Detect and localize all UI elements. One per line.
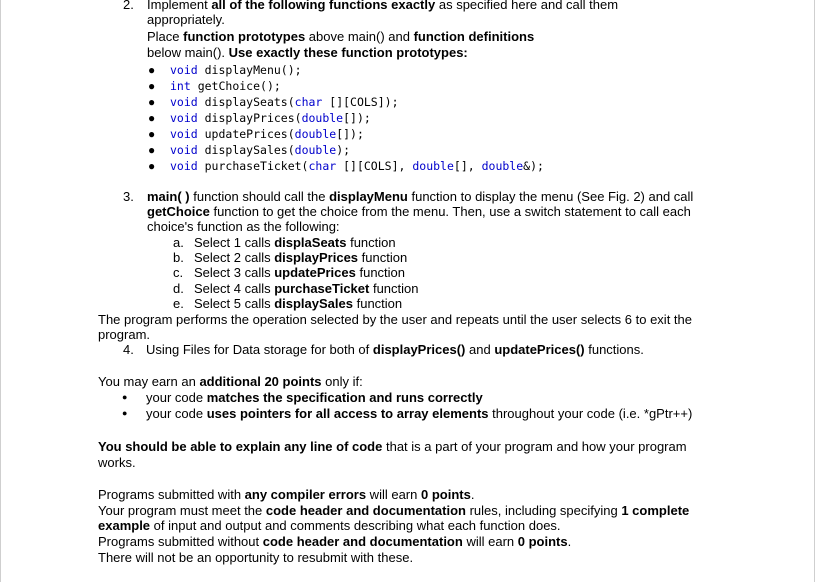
list-item: Select 1 calls displaSeats function (194, 235, 396, 250)
bullet-icon: ● (148, 111, 156, 125)
list-marker: c. (173, 265, 184, 280)
prototype-displayMenu: void displayMenu(); (170, 63, 302, 77)
section-4-number: 4. (123, 342, 134, 357)
bullet-icon: ● (148, 95, 156, 109)
explain-line-1: You should be able to explain any line of code that is a part of your program and how your program (98, 439, 687, 454)
section-3-after-2: program. (98, 327, 151, 342)
bullet-icon: ● (122, 408, 128, 418)
list-item: Select 3 calls updatePrices function (194, 265, 406, 280)
bonus-item-1: your code matches the specification and runs correctly (146, 390, 483, 405)
list-item: Select 4 calls purchaseTicket function (194, 281, 419, 296)
page-left-border (0, 0, 1, 582)
prototype-displaySeats: void displaySeats(char [][COLS]); (170, 95, 399, 109)
bullet-icon: ● (148, 79, 156, 93)
prototype-purchaseTicket: void purchaseTicket(char [][COLS], double[], double&); (170, 159, 544, 173)
prototype-updatePrices: void updatePrices(double[]); (170, 127, 364, 141)
bullet-icon: ● (122, 392, 128, 402)
bullet-icon: ● (148, 63, 156, 77)
list-item: Select 5 calls displaySales function (194, 296, 403, 311)
section-4-line: Using Files for Data storage for both of displayPrices() and updatePrices() functions. (146, 342, 644, 357)
section-2-line-3: Place function prototypes above main() and function definitions (147, 29, 535, 44)
section-3-line-1: main( ) function should call the displayMenu function to display the menu (See Fig. 2) and call (147, 189, 694, 204)
list-marker: b. (173, 250, 184, 265)
rules-line-2: Your program must meet the code header and documentation rules, including specifying 1 complete (98, 503, 690, 518)
section-3-line-2: getChoice function to get the choice from the menu. Then, use a switch statement to call each (147, 204, 691, 219)
bonus-item-2: your code uses pointers for all access to array elements throughout your code (i.e. *gPtr++) (146, 406, 693, 421)
rules-line-4: Programs submitted without code header and documentation will earn 0 points. (98, 534, 572, 549)
section-2-line-1: Implement all of the following functions exactly as specified here and call them (147, 0, 619, 12)
bullet-icon: ● (148, 143, 156, 157)
list-item: Select 2 calls displayPrices function (194, 250, 408, 265)
rules-line-3: example of input and output and comments describing what each function does. (98, 518, 561, 533)
bonus-intro: You may earn an additional 20 points only if: (98, 374, 363, 389)
rules-line-5: There will not be an opportunity to resubmit with these. (98, 550, 414, 565)
list-marker: e. (173, 296, 184, 311)
list-marker: d. (173, 281, 184, 296)
section-3-number: 3. (123, 189, 134, 204)
section-2-line-2: appropriately. (147, 12, 225, 27)
prototype-getChoice: int getChoice(); (170, 79, 281, 93)
prototype-displaySales: void displaySales(double); (170, 143, 351, 157)
bullet-icon: ● (148, 127, 156, 141)
section-2-number: 2. (123, 0, 134, 12)
section-3-line-3: choice's function as the following: (147, 219, 340, 234)
rules-line-1: Programs submitted with any compiler errors will earn 0 points. (98, 487, 475, 502)
list-marker: a. (173, 235, 184, 250)
prototype-displayPrices: void displayPrices(double[]); (170, 111, 371, 125)
section-2-line-4: below main(). Use exactly these function prototypes: (147, 45, 468, 60)
explain-line-2: works. (98, 455, 136, 470)
section-3-after-1: The program performs the operation selected by the user and repeats until the user selects 6 to exit the (98, 312, 692, 327)
bullet-icon: ● (148, 159, 156, 173)
